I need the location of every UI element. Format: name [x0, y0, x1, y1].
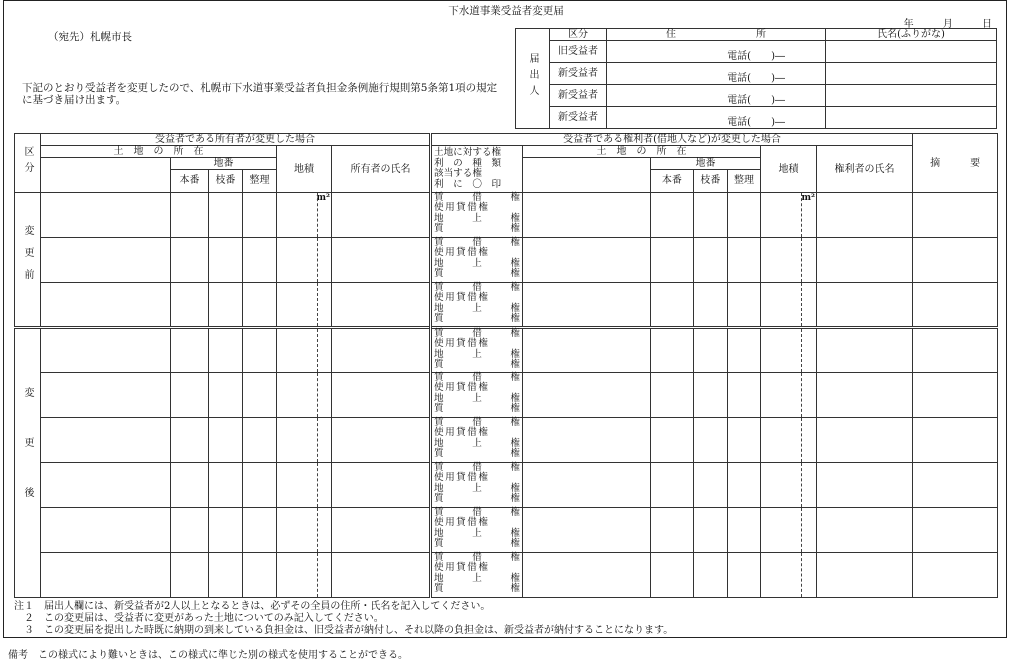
- date-month: 月: [942, 19, 955, 30]
- table-row: [15, 463, 998, 508]
- data-cell[interactable]: [523, 463, 651, 508]
- right-type-cell: [431, 373, 523, 418]
- right-type-option[interactable]: 地 上 権: [434, 348, 520, 360]
- data-cell[interactable]: [171, 508, 209, 553]
- data-cell[interactable]: [209, 328, 243, 373]
- data-cell[interactable]: [171, 373, 209, 418]
- right-type-option[interactable]: 賃 借 権: [434, 237, 520, 248]
- data-cell[interactable]: [41, 373, 171, 418]
- data-cell[interactable]: [728, 463, 761, 508]
- right-type-option[interactable]: 質 権: [434, 538, 520, 550]
- data-cell[interactable]: [728, 238, 761, 283]
- data-cell[interactable]: [41, 328, 171, 373]
- data-cell[interactable]: [41, 193, 171, 238]
- data-cell[interactable]: [523, 373, 651, 418]
- area-cell[interactable]: [761, 463, 817, 508]
- data-cell[interactable]: [728, 193, 761, 238]
- owner-name-cell[interactable]: [332, 328, 431, 373]
- data-cell[interactable]: [243, 328, 277, 373]
- area-guide-line: [801, 283, 802, 326]
- data-cell[interactable]: [651, 193, 694, 238]
- right-type-option[interactable]: 賃 借 権: [434, 552, 520, 563]
- area-guide-line: [317, 508, 318, 552]
- area-guide-line: [317, 238, 318, 282]
- addressee: （宛先）札幌市長: [48, 31, 132, 43]
- date-day: 日: [982, 19, 994, 30]
- form-title: 下水道事業受益者変更届: [448, 5, 564, 17]
- data-cell[interactable]: [694, 238, 728, 283]
- data-cell[interactable]: [728, 328, 761, 373]
- filer-header-name: 氏名(ふりがな): [826, 29, 997, 41]
- area-guide-line: [801, 373, 802, 417]
- right-type-option[interactable]: 賃 借 権: [434, 192, 520, 203]
- area-guide-line: [801, 463, 802, 507]
- data-cell[interactable]: [817, 238, 913, 283]
- area-cell[interactable]: [277, 463, 332, 508]
- data-cell[interactable]: [171, 463, 209, 508]
- area-cell[interactable]: [761, 373, 817, 418]
- area-cell[interactable]: [277, 193, 332, 238]
- data-cell[interactable]: [209, 553, 243, 598]
- data-cell[interactable]: [171, 193, 209, 238]
- data-cell[interactable]: [913, 463, 998, 508]
- data-cell[interactable]: [913, 283, 998, 328]
- land-location-header: 土 地 の 所 在: [523, 146, 761, 158]
- data-cell[interactable]: [171, 328, 209, 373]
- data-cell[interactable]: [41, 238, 171, 283]
- right-type-option[interactable]: 質 権: [434, 359, 520, 371]
- section-before: 変更前: [15, 193, 41, 328]
- filer-phone[interactable]: 電話( )―: [607, 107, 826, 129]
- data-cell[interactable]: [694, 418, 728, 463]
- area-guide-line: [801, 418, 802, 462]
- data-cell[interactable]: [209, 193, 243, 238]
- data-cell[interactable]: [243, 463, 277, 508]
- unit-label: m²: [801, 193, 815, 203]
- data-cell[interactable]: [913, 553, 998, 598]
- right-holder-name-header: 権利者の氏名: [817, 146, 913, 193]
- data-cell[interactable]: [728, 283, 761, 328]
- filer-header-address: 住 所: [607, 29, 826, 41]
- right-type-option[interactable]: 使用貸借権: [434, 382, 490, 394]
- filer-row-label: 新受益者: [550, 107, 607, 129]
- data-cell[interactable]: [913, 238, 998, 283]
- area-guide-line: [317, 193, 318, 237]
- area-guide-line: [317, 329, 318, 372]
- table-row: [15, 238, 998, 283]
- data-cell[interactable]: [913, 193, 998, 238]
- data-cell[interactable]: [209, 238, 243, 283]
- data-cell[interactable]: [523, 553, 651, 598]
- data-cell[interactable]: [171, 283, 209, 328]
- data-cell[interactable]: [651, 283, 694, 328]
- right-type-option[interactable]: 使用貸借権: [434, 562, 490, 574]
- right-type-option[interactable]: 賃 借 権: [434, 462, 520, 473]
- data-cell[interactable]: [694, 328, 728, 373]
- unit-label: m²: [316, 193, 330, 203]
- data-cell[interactable]: [523, 283, 651, 328]
- owner-name-cell[interactable]: [332, 553, 431, 598]
- data-cell[interactable]: [523, 508, 651, 553]
- right-type-cell: [431, 463, 523, 508]
- data-cell[interactable]: [171, 418, 209, 463]
- owner-name-cell[interactable]: [332, 373, 431, 418]
- area-guide-line: [317, 373, 318, 417]
- right-type-option[interactable]: 地 上 権: [434, 572, 520, 584]
- filer-name-cell[interactable]: [826, 107, 997, 129]
- table-row: [15, 193, 998, 238]
- filer-row-label: 旧受益者: [550, 41, 607, 63]
- data-cell[interactable]: [171, 553, 209, 598]
- table-row: [15, 283, 998, 328]
- data-cell[interactable]: [817, 283, 913, 328]
- data-cell[interactable]: [209, 463, 243, 508]
- table-row: [15, 373, 998, 418]
- data-cell[interactable]: [694, 193, 728, 238]
- right-type-cell: [431, 328, 523, 373]
- data-cell[interactable]: [728, 418, 761, 463]
- filer-row-label: 新受益者: [550, 63, 607, 85]
- area-cell[interactable]: [761, 328, 817, 373]
- date-year: 年: [903, 19, 916, 30]
- data-cell[interactable]: [209, 373, 243, 418]
- data-cell[interactable]: [817, 508, 913, 553]
- data-cell[interactable]: [913, 508, 998, 553]
- data-cell[interactable]: [41, 463, 171, 508]
- data-cell[interactable]: [694, 553, 728, 598]
- data-cell[interactable]: [41, 418, 171, 463]
- data-cell[interactable]: [817, 193, 913, 238]
- data-cell[interactable]: [41, 508, 171, 553]
- area-cell[interactable]: [277, 508, 332, 553]
- data-cell[interactable]: [171, 238, 209, 283]
- owner-name-cell[interactable]: [332, 508, 431, 553]
- right-type-option[interactable]: 質 権: [434, 403, 520, 415]
- data-cell[interactable]: [651, 418, 694, 463]
- right-type-option[interactable]: 賃 借 権: [434, 328, 520, 339]
- right-group-header: 受益者である権利者(借地人など)が変更した場合: [431, 134, 913, 146]
- right-type-option[interactable]: 賃 借 権: [434, 282, 520, 293]
- data-cell[interactable]: [817, 463, 913, 508]
- data-cell[interactable]: [243, 508, 277, 553]
- main-header-kubun: 区分: [15, 134, 41, 193]
- owner-name-cell[interactable]: [332, 463, 431, 508]
- data-cell[interactable]: [913, 328, 998, 373]
- data-cell[interactable]: [243, 238, 277, 283]
- area-cell[interactable]: [761, 553, 817, 598]
- data-cell[interactable]: [694, 463, 728, 508]
- data-cell[interactable]: [209, 283, 243, 328]
- filer-name-cell[interactable]: [826, 85, 997, 107]
- data-cell[interactable]: [651, 238, 694, 283]
- right-type-option[interactable]: 地 上 権: [434, 437, 520, 449]
- right-type-cell: [431, 238, 523, 283]
- right-type-option[interactable]: 質 権: [434, 268, 520, 280]
- data-cell[interactable]: [728, 553, 761, 598]
- right-type-cell: [431, 418, 523, 463]
- area-cell[interactable]: [761, 508, 817, 553]
- owner-name-cell[interactable]: [332, 193, 431, 238]
- data-cell[interactable]: [817, 553, 913, 598]
- note-1: 注１ 届出人欄には、新受益者が2人以上となるときは、必ずその全員の住所・氏名を記入してください。: [14, 601, 491, 612]
- table-row: [15, 418, 998, 463]
- right-type-cell: [431, 283, 523, 328]
- data-cell[interactable]: [209, 508, 243, 553]
- right-type-option[interactable]: 質 権: [434, 448, 520, 460]
- area-cell[interactable]: [761, 283, 817, 328]
- area-guide-line: [317, 283, 318, 326]
- data-cell[interactable]: [523, 193, 651, 238]
- area-guide-line: [317, 418, 318, 462]
- right-type-cell: [431, 193, 523, 238]
- intro-text: 下記のとおり受益者を変更したので、札幌市下水道事業受益者負担金条例施行規則第5条第1項の規定に基づき届け出ます。: [22, 82, 498, 106]
- summary-header: 摘 要: [913, 134, 998, 193]
- area-cell[interactable]: [277, 283, 332, 328]
- area-guide-line: [317, 553, 318, 597]
- data-cell[interactable]: [41, 283, 171, 328]
- data-cell[interactable]: [243, 373, 277, 418]
- right-type-option[interactable]: 地 上 権: [434, 482, 520, 494]
- area-cell[interactable]: [277, 418, 332, 463]
- data-cell[interactable]: [817, 418, 913, 463]
- data-cell[interactable]: [41, 553, 171, 598]
- right-type-option[interactable]: 使用貸借権: [434, 472, 490, 484]
- data-cell[interactable]: [243, 193, 277, 238]
- area-cell[interactable]: [277, 553, 332, 598]
- data-cell[interactable]: [817, 328, 913, 373]
- right-type-option[interactable]: 地 上 権: [434, 302, 520, 314]
- data-cell[interactable]: [523, 418, 651, 463]
- data-cell[interactable]: [694, 508, 728, 553]
- owner-name-cell[interactable]: [332, 283, 431, 328]
- area-cell[interactable]: [277, 328, 332, 373]
- area-guide-line: [801, 553, 802, 597]
- right-type-option[interactable]: 使用貸借権: [434, 247, 490, 259]
- table-row: [15, 553, 998, 598]
- data-cell[interactable]: [651, 328, 694, 373]
- right-type-option[interactable]: 質 権: [434, 583, 520, 595]
- land-right-type-header: 土地に対する権 利 の 種 類 該当する権 利 に 〇 印: [431, 146, 523, 193]
- data-cell[interactable]: [817, 373, 913, 418]
- area-cell[interactable]: [761, 193, 817, 238]
- chiban-header: 地番 本番 枝番 整理: [651, 158, 761, 193]
- data-cell[interactable]: [728, 373, 761, 418]
- right-type-option[interactable]: 地 上 権: [434, 257, 520, 269]
- data-cell[interactable]: [209, 418, 243, 463]
- area-guide-line: [801, 329, 802, 372]
- right-type-option[interactable]: 使用貸借権: [434, 517, 490, 529]
- filer-name-cell[interactable]: [826, 41, 997, 63]
- area-guide-line: [801, 508, 802, 552]
- owner-name-cell[interactable]: [332, 238, 431, 283]
- right-type-option[interactable]: 地 上 権: [434, 392, 520, 404]
- area-header: 地積: [761, 146, 817, 193]
- right-type-option[interactable]: 使用貸借権: [434, 292, 490, 304]
- area-cell[interactable]: [761, 238, 817, 283]
- area-cell[interactable]: [761, 418, 817, 463]
- note-2: ２ この変更届は、受益者に変更があった土地についてのみ記入してください。: [14, 613, 384, 624]
- area-guide-line: [801, 238, 802, 282]
- location-blank-header: [41, 158, 171, 193]
- data-cell[interactable]: [651, 373, 694, 418]
- table-row: [15, 508, 998, 553]
- data-cell[interactable]: [651, 463, 694, 508]
- area-header: 地積: [277, 146, 332, 193]
- remark: 備考 この様式により難いときは、この様式に準じた別の様式を使用することができる。: [8, 650, 408, 661]
- right-type-option[interactable]: 賃 借 権: [434, 507, 520, 518]
- right-type-option[interactable]: 賃 借 権: [434, 372, 520, 383]
- right-type-option[interactable]: 使用貸借権: [434, 427, 490, 439]
- area-cell[interactable]: [277, 373, 332, 418]
- filer-phone[interactable]: 電話( )―: [607, 63, 826, 85]
- data-cell[interactable]: [523, 328, 651, 373]
- data-cell[interactable]: [694, 373, 728, 418]
- right-type-option[interactable]: 地 上 権: [434, 212, 520, 224]
- data-cell[interactable]: [913, 373, 998, 418]
- section-after: 変更後: [15, 328, 41, 598]
- filer-name-cell[interactable]: [826, 63, 997, 85]
- right-type-option[interactable]: 質 権: [434, 313, 520, 325]
- filer-section-label: 届出人: [516, 29, 550, 129]
- note-3: ３ この変更届を提出した時既に納期の到来している負担金は、旧受益者が納付し、それ以降の負担金は、新受益者が納付することになります。: [14, 625, 674, 636]
- data-cell[interactable]: [651, 508, 694, 553]
- land-location-header: 土 地 の 所 在: [41, 146, 277, 158]
- right-type-option[interactable]: 賃 借 権: [434, 417, 520, 428]
- owner-name-header: 所有者の氏名: [332, 146, 431, 193]
- right-type-cell: [431, 508, 523, 553]
- owner-name-cell[interactable]: [332, 418, 431, 463]
- owner-group-header: 受益者である所有者が変更した場合: [41, 134, 431, 146]
- filer-row-label: 新受益者: [550, 85, 607, 107]
- filer-phone[interactable]: 電話( )―: [607, 85, 826, 107]
- main-table: [14, 133, 998, 598]
- data-cell[interactable]: [694, 283, 728, 328]
- filer-phone[interactable]: 電話( )―: [607, 41, 826, 63]
- chiban-header: 地番 本番 枝番 整理: [171, 158, 277, 193]
- location-blank-header: [523, 158, 651, 193]
- data-cell[interactable]: [243, 553, 277, 598]
- right-type-option[interactable]: 地 上 権: [434, 527, 520, 539]
- filer-header-kubun: 区分: [550, 29, 607, 41]
- right-type-option[interactable]: 質 権: [434, 223, 520, 235]
- data-cell[interactable]: [651, 553, 694, 598]
- table-row: [15, 328, 998, 373]
- data-cell[interactable]: [243, 418, 277, 463]
- area-guide-line: [801, 193, 802, 237]
- data-cell[interactable]: [913, 418, 998, 463]
- area-cell[interactable]: [277, 238, 332, 283]
- area-guide-line: [317, 463, 318, 507]
- data-cell[interactable]: [728, 508, 761, 553]
- right-type-option[interactable]: 質 権: [434, 493, 520, 505]
- right-type-option[interactable]: 使用貸借権: [434, 338, 490, 350]
- notes: [14, 601, 673, 637]
- data-cell[interactable]: [243, 283, 277, 328]
- data-cell[interactable]: [523, 238, 651, 283]
- right-type-cell: [431, 553, 523, 598]
- filer-table: [515, 28, 997, 129]
- right-type-option[interactable]: 使用貸借権: [434, 202, 490, 214]
